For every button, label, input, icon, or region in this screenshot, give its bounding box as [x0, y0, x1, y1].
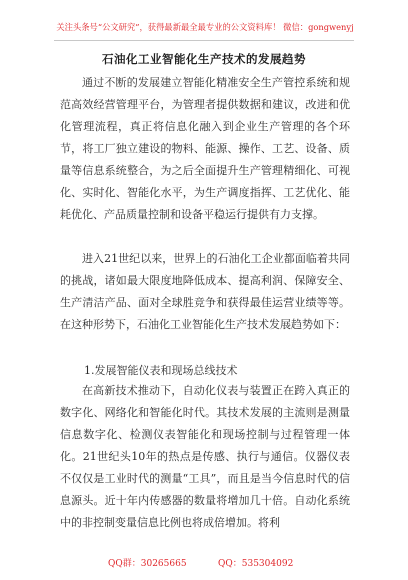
footer-qq-group: QQ群：30265665	[108, 559, 187, 569]
footer-qq-contact: QQ：535304092	[218, 559, 294, 569]
paragraph-intro	[60, 72, 350, 226]
paragraph-text: 通过不断的发展建立智能化精准安全生产管控系统和规范高效经营管理平台，为管理者提供数据和建议，改进和优化管理流程，真正将信息化融入到企业生产管理的各个环节，将工厂独立建设的物料、能源、操作、工艺、设备、质量等信息系统整合，为之后全面提升生产管理精细化、可视化、实时化、智能化水平，为生产调度指挥、工艺优化、能耗优化、产品质量控制和设备平稳运行提供有力支撑。	[60, 76, 350, 221]
paragraph-text: 进入21世纪以来，世界上的石油化工企业都面临着共同的挑战，诸如最大限度地降低成本、提高利润、保障安全、生产清洁产品、面对全球胜竞争和获得最佳运营业绩等等。在这种形势下，石油化工业智能化生产技术发展趋势如下：	[60, 252, 350, 331]
paragraph-instruments	[60, 380, 350, 534]
document-title: 石油化工业智能化生产技术的发展趋势	[102, 52, 306, 66]
header-promo-banner: 关注头条号“公文研究”，获得最新最全最专业的公文资料库！ 微信：gongwenyj	[56, 22, 354, 32]
paragraph-trends	[60, 248, 350, 336]
paragraph-text: 在高新技术推动下，自动化仪表与装置正在跨入真正的数字化、网络化和智能化时代。其技术发展的主流则是测量信息数字化、检测仪表智能化和现场控制与过程管理一体化。21世纪头10年的热点是传感、执行与通信。仪器仪表不仅仅是工业时代的测量“工具”，而且是当今信息时代的信息源头。近十年内传感器的数量将增加几十倍。自动化系统中的非控制变量信息比例也将成倍增加。将利	[60, 384, 350, 529]
header-divider	[54, 40, 354, 41]
section-heading: 1.发展智能仪表和现场总线技术	[84, 364, 238, 377]
footer-contact	[0, 556, 408, 572]
